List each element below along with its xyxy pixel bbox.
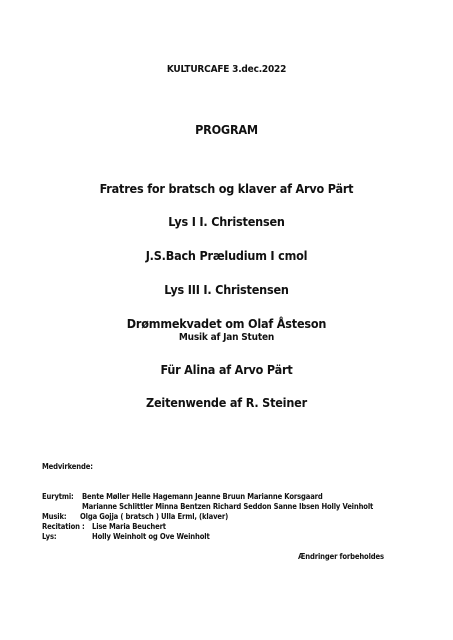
credits-musik-value: Olga Gojja ( bratsch ) Ulla Erml, (klaver) bbox=[80, 512, 229, 521]
credits-recitation-label: Recitation : bbox=[42, 522, 85, 531]
program-item-zeitenwende: Zeitenwende af R. Steiner bbox=[146, 395, 307, 410]
credits-eurytmi-line-1: Bente Møller Helle Hagemann Jeanne Bruun Marianne Korsgaard bbox=[82, 492, 323, 501]
credits-lys-label: Lys: bbox=[42, 532, 57, 541]
changes-note: Ændringer forbeholdes bbox=[298, 552, 384, 561]
program-item-lys-1: Lys I I. Christensen bbox=[168, 214, 285, 229]
credits-musik-label: Musik: bbox=[42, 512, 67, 521]
credits-heading: Medvirkende: bbox=[42, 462, 93, 471]
credits-eurytmi-label: Eurytmi: bbox=[42, 492, 74, 501]
program-item-fratres: Fratres for bratsch og klaver af Arvo Pärt bbox=[99, 181, 354, 196]
program-title: PROGRAM bbox=[195, 122, 258, 137]
credits-eurytmi-line-2: Marianne Schlittler Minna Bentzen Richard Seddon Sanne Ibsen Holly Veinholt bbox=[82, 502, 374, 511]
program-item-lys-3: Lys III I. Christensen bbox=[164, 282, 289, 297]
credits-recitation-value: Lise Maria Beuchert bbox=[92, 522, 166, 531]
program-item-bach: J.S.Bach Præludium I cmol bbox=[145, 248, 308, 263]
program-item-drommekvadet-music: Musik af Jan Stuten bbox=[178, 332, 275, 343]
credits-lys-value: Holly Weinholt og Ove Weinholt bbox=[92, 532, 210, 541]
program-item-fur-alina: Für Alina af Arvo Pärt bbox=[160, 362, 293, 377]
event-header: KULTURCAFE 3.dec.2022 bbox=[166, 64, 287, 75]
program-item-drommekvadet: Drømmekvadet om Olaf Åsteson bbox=[126, 316, 327, 331]
